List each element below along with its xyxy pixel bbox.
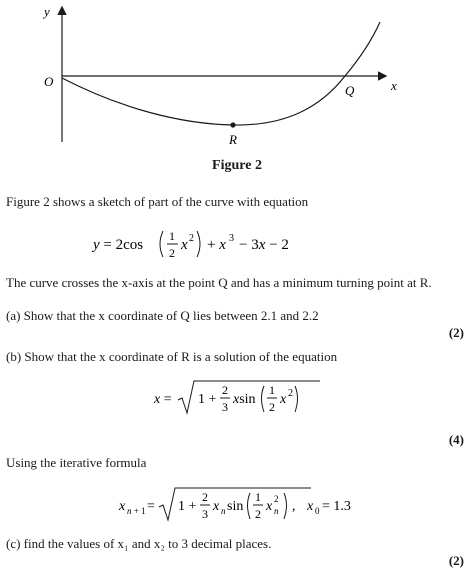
part-a-text: (a) Show that the x coordinate of Q lies between 2.1 and 2.2 [6,308,319,323]
svg-text:1: 1 [255,490,261,504]
svg-text:2: 2 [202,490,208,504]
iterative-intro: Using the iterative formula [6,455,147,470]
part-b-marks: (4) [448,432,464,447]
point-q-label: Q [345,83,355,98]
svg-text:sin: sin [227,499,244,514]
svg-text:n: n [274,506,279,516]
svg-text:,: , [292,499,296,514]
part-c-text: (c) find the values of x₁ and x₂ to 3 decimal places. [6,536,272,551]
main-equation [0,226,474,267]
svg-text:= 1.3: = 1.3 [322,499,351,514]
point-r-marker [230,122,235,127]
svg-text:x: x [307,499,314,514]
svg-text:1: 1 [269,383,275,397]
svg-text:x: x [266,499,273,514]
svg-text:n + 1: n + 1 [127,506,146,516]
svg-text:x: x [119,499,126,514]
svg-text:x: x [181,237,188,253]
svg-text:x =: x = [154,392,172,407]
figure-caption: Figure 2 [212,158,262,173]
svg-text:1 +: 1 + [178,499,197,514]
svg-text:2: 2 [222,383,228,397]
svg-text:x: x [213,499,220,514]
iterative-formula [0,485,474,532]
part-b-text: (b) Show that the x coordinate of R is a solution of the equation [6,349,338,364]
svg-text:3: 3 [202,507,208,521]
point-r-label: R [229,132,237,147]
part-a-marks: (2) [448,325,464,340]
svg-text:xsin: xsin [233,392,256,407]
svg-text:2: 2 [169,246,175,260]
svg-text:y = 2cos: y = 2cos [93,237,144,253]
svg-text:=: = [147,499,155,514]
svg-text:0: 0 [315,506,320,516]
svg-text:2: 2 [189,233,194,244]
curve-figure [0,0,474,155]
svg-text:3: 3 [229,233,234,244]
svg-text:2: 2 [288,388,293,399]
curve-path [62,22,380,125]
origin-label: O [44,74,54,89]
svg-text:x: x [280,392,287,407]
curve-statement: The curve crosses the x-axis at the point Q and has a minimum turning point at R. [6,275,432,290]
part-c-marks: (2) [448,553,464,568]
svg-text:3: 3 [222,400,228,414]
svg-text:2: 2 [274,494,279,504]
x-axis-label: x [391,78,397,93]
intro-text: Figure 2 shows a sketch of part of the curve with equation [6,194,309,209]
part-b-equation [0,378,474,423]
svg-text:n: n [221,506,226,516]
svg-text:2: 2 [269,400,275,414]
svg-text:2: 2 [255,507,261,521]
svg-text:+ x: + x [207,237,226,253]
y-axis-label: y [44,4,50,19]
svg-text:1 +: 1 + [198,392,217,407]
svg-text:1: 1 [169,229,175,243]
svg-text:− 3x − 2: − 3x − 2 [239,237,289,253]
